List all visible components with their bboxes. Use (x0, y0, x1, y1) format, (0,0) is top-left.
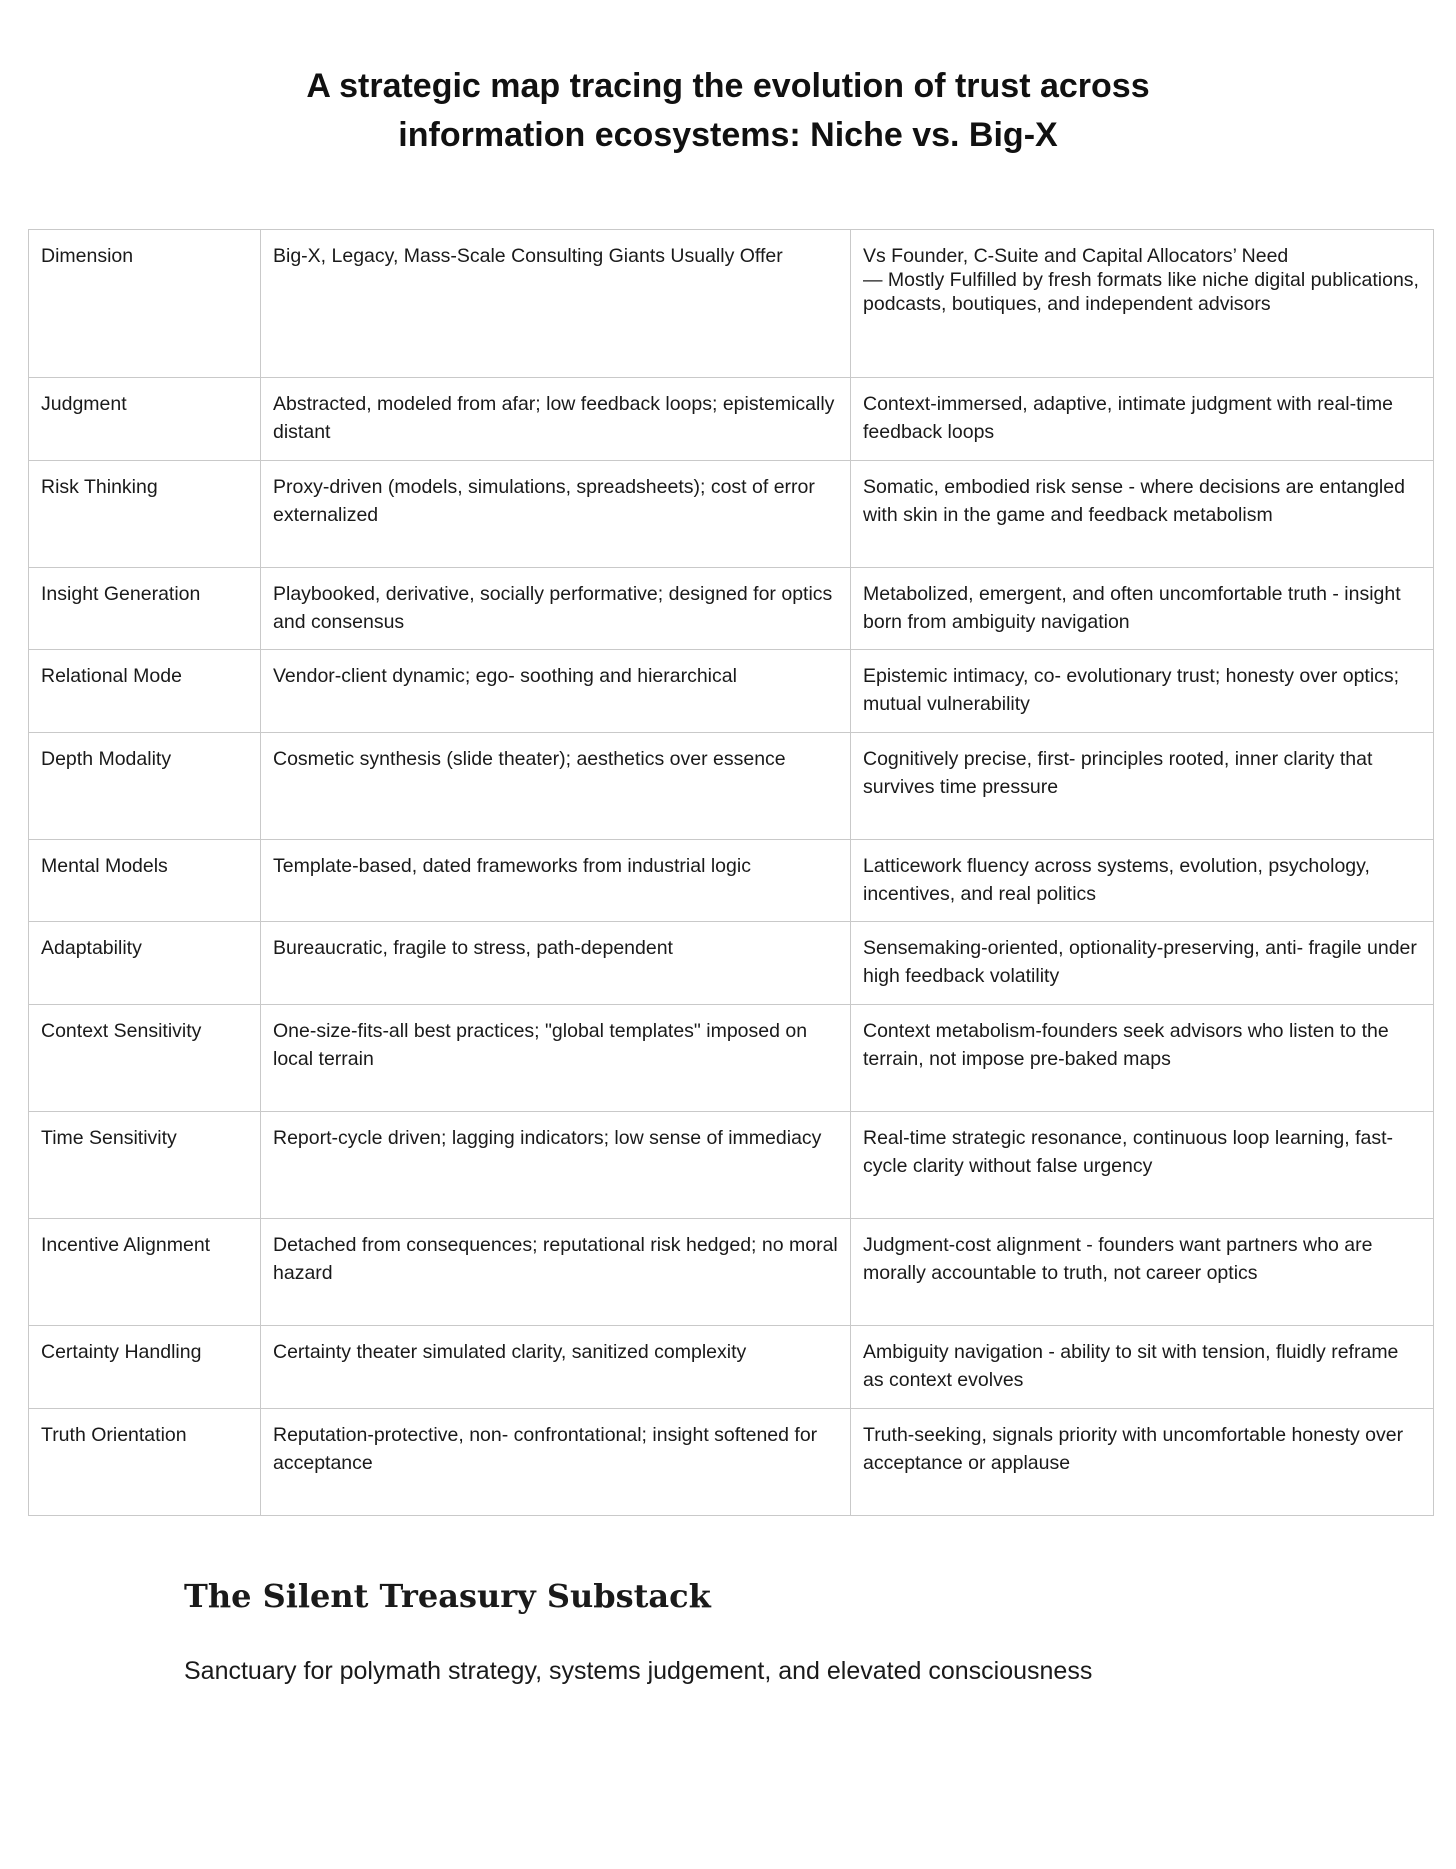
header-need-line-1: Vs Founder, C-Suite and Capital Allocators’ Need (863, 245, 1289, 267)
table-row (29, 1409, 1434, 1516)
cell-bigx: Playbooked, derivative, socially performative; designed for optics and consensus (261, 568, 851, 650)
cell-dimension: Certainty Handling (29, 1326, 261, 1409)
table-row (29, 1326, 1434, 1409)
cell-dimension: Mental Models (29, 840, 261, 922)
cell-bigx: Abstracted, modeled from afar; low feedback loops; epistemically distant (261, 378, 851, 461)
cell-need: Truth-seeking, signals priority with uncomfortable honesty over acceptance or applause (851, 1409, 1434, 1516)
table-row (29, 378, 1434, 461)
cell-dimension: Relational Mode (29, 650, 261, 733)
page-title-line-1: A strategic map tracing the evolution of trust across (306, 67, 1150, 105)
cell-bigx: Proxy-driven (models, simulations, spreadsheets); cost of error externalized (261, 461, 851, 568)
cell-bigx: Template-based, dated frameworks from industrial logic (261, 840, 851, 922)
cell-dimension: Risk Thinking (29, 461, 261, 568)
cell-bigx: Certainty theater simulated clarity, sanitized complexity (261, 1326, 851, 1409)
table-row (29, 840, 1434, 922)
table-row (29, 733, 1434, 840)
page-title-line-2: information ecosystems: Niche vs. Big-X (398, 116, 1058, 154)
publication-title: The Silent Treasury Substack (184, 1577, 711, 1615)
cell-dimension: Insight Generation (29, 568, 261, 650)
cell-bigx: Bureaucratic, fragile to stress, path-dependent (261, 922, 851, 1005)
cell-need: Metabolized, emergent, and often uncomfortable truth - insight born from ambiguity navigation (851, 568, 1434, 650)
cell-need: Context-immersed, adaptive, intimate judgment with real-time feedback loops (851, 378, 1434, 461)
cell-dimension: Truth Orientation (29, 1409, 261, 1516)
cell-dimension: Context Sensitivity (29, 1005, 261, 1112)
header-need-line-2: — Mostly Fulfilled by fresh formats like niche digital publications, podcasts, boutiques, and independent advisors (863, 269, 1419, 315)
cell-need: Cognitively precise, first- principles rooted, inner clarity that survives time pressure (851, 733, 1434, 840)
cell-dimension: Adaptability (29, 922, 261, 1005)
cell-bigx: Detached from consequences; reputational risk hedged; no moral hazard (261, 1219, 851, 1326)
table-row (29, 461, 1434, 568)
cell-bigx: One-size-fits-all best practices; "global templates" imposed on local terrain (261, 1005, 851, 1112)
header-dimension: Dimension (29, 230, 261, 378)
table-row (29, 1219, 1434, 1326)
cell-bigx: Vendor-client dynamic; ego- soothing and hierarchical (261, 650, 851, 733)
cell-bigx: Reputation-protective, non- confrontational; insight softened for acceptance (261, 1409, 851, 1516)
header-bigx: Big-X, Legacy, Mass-Scale Consulting Giants Usually Offer (261, 230, 851, 378)
cell-need: Latticework fluency across systems, evolution, psychology, incentives, and real politics (851, 840, 1434, 922)
header-need (851, 230, 1434, 378)
cell-need: Epistemic intimacy, co- evolutionary trust; honesty over optics; mutual vulnerability (851, 650, 1434, 733)
cell-dimension: Judgment (29, 378, 261, 461)
cell-need: Context metabolism-founders seek advisors who listen to the terrain, not impose pre-baked maps (851, 1005, 1434, 1112)
comparison-table (28, 229, 1434, 1516)
cell-bigx: Cosmetic synthesis (slide theater); aesthetics over essence (261, 733, 851, 840)
table-row (29, 1005, 1434, 1112)
table-row (29, 650, 1434, 733)
cell-need: Ambiguity navigation - ability to sit with tension, fluidly reframe as context evolves (851, 1326, 1434, 1409)
cell-bigx: Report-cycle driven; lagging indicators; low sense of immediacy (261, 1112, 851, 1219)
cell-dimension: Depth Modality (29, 733, 261, 840)
cell-dimension: Time Sensitivity (29, 1112, 261, 1219)
cell-need: Judgment-cost alignment - founders want partners who are morally accountable to truth, not career optics (851, 1219, 1434, 1326)
publication-tagline: Sanctuary for polymath strategy, systems judgement, and elevated consciousness (184, 1657, 1093, 1685)
table-row (29, 1112, 1434, 1219)
page-title (0, 62, 1456, 160)
cell-dimension: Incentive Alignment (29, 1219, 261, 1326)
table-row (29, 922, 1434, 1005)
table-row (29, 568, 1434, 650)
table-header-row (29, 230, 1434, 378)
cell-need: Real-time strategic resonance, continuous loop learning, fast- cycle clarity without false urgency (851, 1112, 1434, 1219)
cell-need: Somatic, embodied risk sense - where decisions are entangled with skin in the game and feedback metabolism (851, 461, 1434, 568)
cell-need: Sensemaking-oriented, optionality-preserving, anti- fragile under high feedback volatility (851, 922, 1434, 1005)
